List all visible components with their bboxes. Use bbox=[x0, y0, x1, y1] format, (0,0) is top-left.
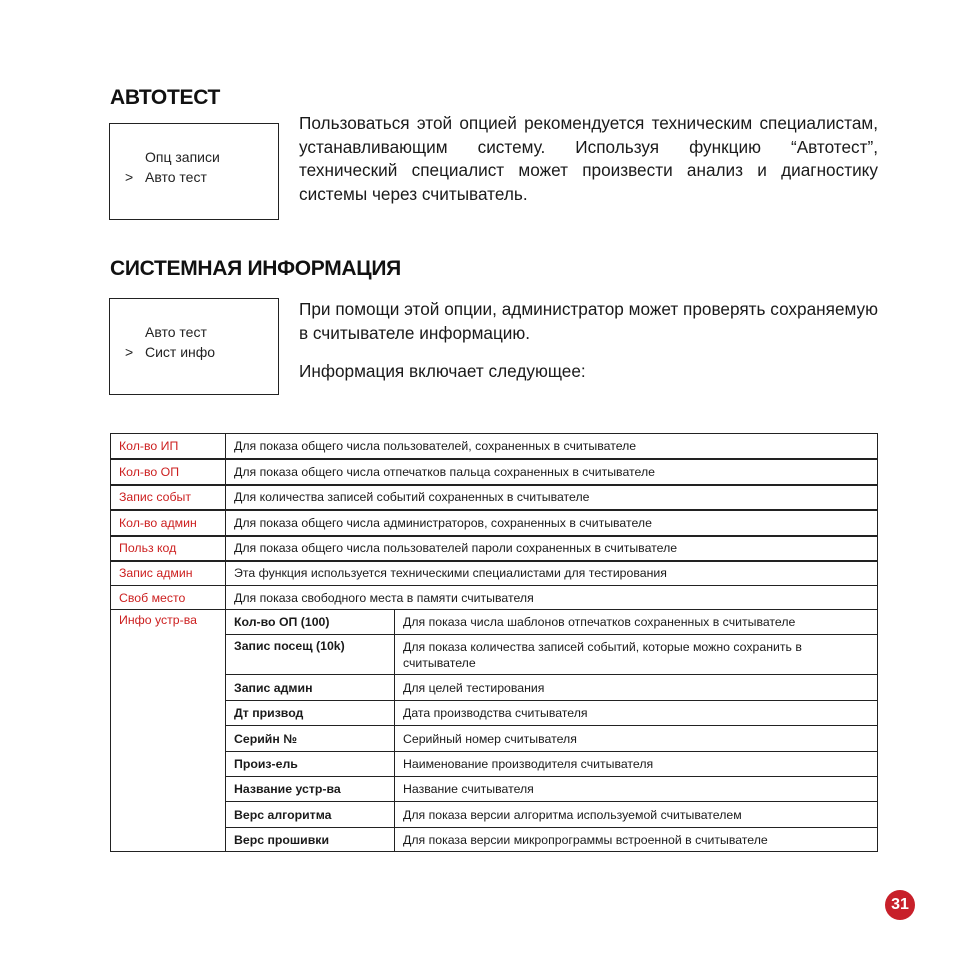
section-title-autotest: АВТОТЕСТ bbox=[110, 86, 221, 109]
row-key: Кол-во админ bbox=[111, 510, 226, 536]
row-desc: Для показа общего числа отпечатков пальца сохраненных в считывателе bbox=[226, 459, 878, 485]
sub-name: Кол-во ОП (100) bbox=[226, 610, 395, 635]
sysinfo-table bbox=[110, 433, 878, 852]
sub-name: Произ-ель bbox=[226, 752, 395, 777]
row-key: Польз код bbox=[111, 536, 226, 561]
sub-name: Название устр-ва bbox=[226, 777, 395, 802]
table-row bbox=[111, 586, 878, 610]
table-row bbox=[111, 610, 878, 635]
sub-desc: Для показа версии микропрограммы встроенной в считывателе bbox=[395, 828, 878, 852]
row-desc: Для показа общего числа администраторов, сохраненных в считывателе bbox=[226, 510, 878, 536]
table-row bbox=[111, 459, 878, 485]
sub-desc: Для показа количества записей событий, которые можно сохранить в считывателе bbox=[395, 635, 878, 675]
sub-name: Дт призвод bbox=[226, 701, 395, 726]
menu-line-1: Авто тест bbox=[145, 324, 207, 340]
row-key: Запис событ bbox=[111, 485, 226, 510]
row-key: Запис админ bbox=[111, 561, 226, 586]
sysinfo-description: При помощи этой опции, администратор может проверять сохраняемую в считывателе информацию. bbox=[299, 299, 878, 343]
row-desc: Для показа свободного места в памяти считывателя bbox=[226, 586, 878, 610]
table-row bbox=[111, 828, 878, 852]
sub-desc: Название считывателя bbox=[395, 777, 878, 802]
row-desc: Для показа общего числа пользователей пароли сохраненных в считывателе bbox=[226, 536, 878, 561]
sub-desc: Наименование производителя считывателя bbox=[395, 752, 878, 777]
menu-line-2: Авто тест bbox=[145, 169, 207, 185]
table-row bbox=[111, 675, 878, 701]
table-row bbox=[111, 510, 878, 536]
row-key: Кол-во ОП bbox=[111, 459, 226, 485]
menu-arrow: > bbox=[125, 344, 134, 360]
row-key: Кол-во ИП bbox=[111, 434, 226, 459]
table-row bbox=[111, 777, 878, 802]
table-row bbox=[111, 726, 878, 752]
table-row bbox=[111, 561, 878, 586]
sub-name: Запис админ bbox=[226, 675, 395, 701]
sub-name: Верс прошивки bbox=[226, 828, 395, 852]
page-number-badge: 31 bbox=[885, 890, 915, 920]
sub-name: Верс алгоритма bbox=[226, 802, 395, 828]
table-row bbox=[111, 536, 878, 561]
autotest-description: Пользоваться этой опцией рекомендуется техническим специалистам, устанавливающим систему. Используя функцию “Автотест”, технический специалист может произвести анализ и диагностику системы через считыватель. bbox=[299, 113, 878, 204]
sub-desc: Для показа числа шаблонов отпечатков сохраненных в считывателе bbox=[395, 610, 878, 635]
menu-arrow: > bbox=[125, 169, 134, 185]
sub-desc: Для показа версии алгоритма используемой считывателем bbox=[395, 802, 878, 828]
menu-line-2: Сист инфо bbox=[145, 344, 216, 360]
table-row bbox=[111, 701, 878, 726]
section-title-sysinfo: СИСТЕМНАЯ ИНФОРМАЦИЯ bbox=[110, 257, 401, 280]
menu-line-1: Опц записи bbox=[145, 149, 220, 165]
menu-box-sysinfo bbox=[109, 298, 279, 395]
sub-name: Запис посещ (10k) bbox=[226, 635, 395, 675]
sub-desc: Для целей тестирования bbox=[395, 675, 878, 701]
table-row bbox=[111, 635, 878, 675]
row-desc: Эта функция используется техническими специалистами для тестирования bbox=[226, 561, 878, 586]
sub-desc: Серийный номер считывателя bbox=[395, 726, 878, 752]
table-row bbox=[111, 485, 878, 510]
sub-name: Серийн № bbox=[226, 726, 395, 752]
device-info-key: Инфо устр-ва bbox=[111, 610, 226, 852]
sysinfo-intro: Информация включает следующее: bbox=[299, 361, 586, 381]
table-row bbox=[111, 802, 878, 828]
menu-box-autotest bbox=[109, 123, 279, 220]
table-row bbox=[111, 434, 878, 459]
sub-desc: Дата производства считывателя bbox=[395, 701, 878, 726]
row-desc: Для показа общего числа пользователей, сохраненных в считывателе bbox=[226, 434, 878, 459]
row-key: Своб место bbox=[111, 586, 226, 610]
table-row bbox=[111, 752, 878, 777]
row-desc: Для количества записей событий сохраненных в считывателе bbox=[226, 485, 878, 510]
